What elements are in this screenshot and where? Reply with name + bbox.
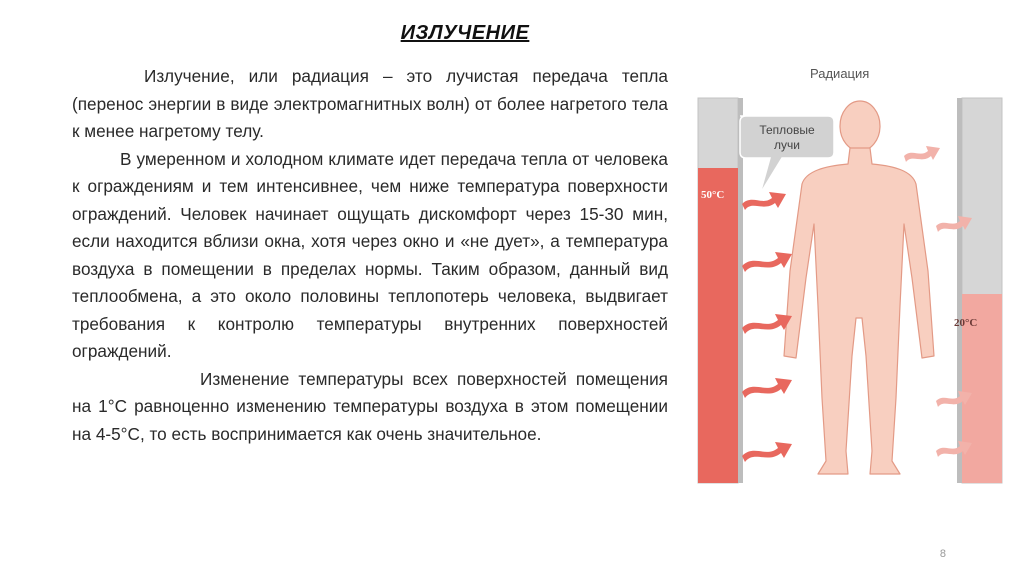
right-temperature-label: 20°C bbox=[954, 317, 978, 329]
heat-arrow bbox=[742, 378, 792, 398]
heat-arrows-left bbox=[742, 192, 792, 462]
callout-line-1: Тепловые bbox=[759, 123, 815, 137]
callout-line-2: лучи bbox=[774, 138, 800, 152]
paragraph-definition: Излучение, или радиация – это лучистая передача тепла (перенос энергии в виде электромагнитных волн) от более нагретого тела к менее нагретому телу. bbox=[72, 66, 668, 141]
page-number: 8 bbox=[939, 548, 946, 560]
left-temperature-label: 50°C bbox=[701, 189, 725, 201]
figure-title: Радиация bbox=[810, 66, 870, 81]
left-wall-hot-zone bbox=[698, 168, 738, 483]
paragraph-temperature-change: Изменение температуры всех поверхностей помещения на 1°С равноценно изменению температуры воздуха в этом помещении на 4-5°С, то есть воспринимается как очень значительное. bbox=[72, 368, 668, 444]
heat-arrow bbox=[904, 146, 940, 162]
body-text bbox=[72, 63, 668, 448]
heat-arrow bbox=[742, 252, 792, 272]
slide-title: ИЗЛУЧЕНИЕ bbox=[400, 22, 530, 44]
left-wall bbox=[698, 98, 743, 483]
right-wall bbox=[957, 98, 1002, 483]
heat-arrow bbox=[742, 442, 792, 462]
heat-arrow bbox=[742, 314, 792, 334]
heat-arrow bbox=[742, 192, 786, 210]
paragraph-climate: В умеренном и холодном климате идет передача тепла от человека к ограждениям и тем интенсивнее, чем ниже температура поверхности ограждений. Человек начинает ощущать дискомфорт через 15-30 мин, если находится вблизи окна, хотя через окно и «не дует», а температура воздуха в помещении в пределах нормы. Таким образом, данный вид теплообмена, а это около половины теплопотерь человека, выдвигает требования к контролю температуры внутренних поверхностей ограждений. bbox=[72, 148, 668, 361]
radiation-illustration bbox=[690, 56, 1010, 496]
